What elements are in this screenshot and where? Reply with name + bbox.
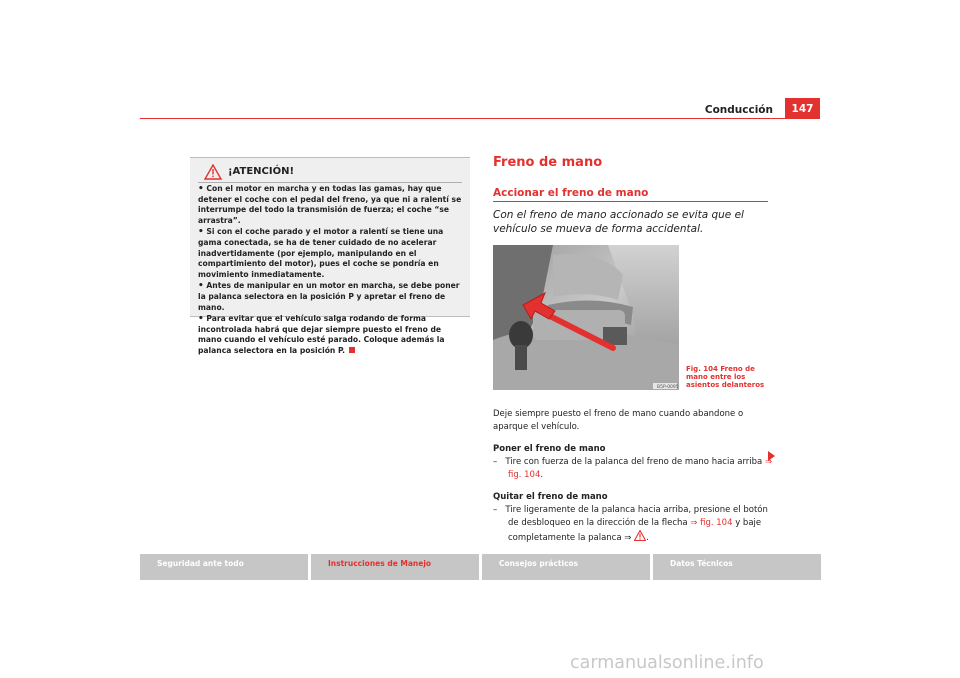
section-end-marker xyxy=(349,347,355,353)
running-header-title: Conducción xyxy=(704,104,773,116)
warning-item: • Antes de manipular en un motor en marcha, se debe poner la palanca selectora en la posición P y apretar el freno de mano. xyxy=(198,281,460,312)
chapter-nav xyxy=(140,554,821,580)
next-page-arrow-icon[interactable] xyxy=(768,451,775,461)
warning-item: • Con el motor en marcha y en todas las gamas, hay que detener el coche con el pedal del freno, ya que ni a ralentí se interrumpe del todo la transmisión de fuerza; el coche “se arrastra”. xyxy=(198,184,462,225)
nav-tab-seguridad[interactable]: Seguridad ante todo xyxy=(140,554,308,580)
warning-item: • Para evitar que el vehículo salga rodando de forma incontrolada habrá que dejar siempre puesto el freno de mano cuando el vehículo esté parado. Coloque además la palanca selectora en la posición P. xyxy=(198,314,445,355)
step-apply-brake: – Tire con fuerza de la palanca del freno de mano hacia arriba ⇒ fig. 104. xyxy=(493,457,773,480)
body-paragraph: Deje siempre puesto el freno de mano cuando abandone o aparque el vehículo. xyxy=(493,409,744,432)
warning-header xyxy=(198,162,462,183)
figure-ref-link[interactable]: ⇒ fig. 104 xyxy=(508,457,773,480)
page-number-badge: 147 xyxy=(785,98,820,118)
warning-triangle-icon xyxy=(204,164,222,180)
watermark-text: carmanualsonline.info xyxy=(570,653,764,673)
subsection-title: Accionar el freno de mano xyxy=(493,187,649,199)
figure-caption: Fig. 104 Freno de mano entre los asientos delanteros xyxy=(686,365,765,389)
figure-code: B5P-0095 xyxy=(657,385,679,390)
warning-title: ¡ATENCIÓN! xyxy=(228,166,295,177)
nav-tab-datos[interactable]: Datos Técnicos xyxy=(653,554,821,580)
step-release-brake: – Tire ligeramente de la palanca hacia arriba, presione el botón de desbloqueo en la dirección de la flecha ⇒ fig. 104 y baje completamente la palanca ⇒ . xyxy=(493,505,768,543)
figure-ref-link[interactable]: ⇒ fig. 104 xyxy=(690,518,733,528)
nav-tab-instrucciones[interactable]: Instrucciones de Manejo xyxy=(311,554,479,580)
warning-item: • Si con el coche parado y el motor a ralentí se tiene una gama conectada, se ha de tener cuidado de no acelerar inadvertidamente (por ejemplo, manipulando en el compartimiento del motor), pues el coche se pondría en movimiento inmediatamente. xyxy=(198,227,444,279)
section-title: Freno de mano xyxy=(493,155,603,170)
nav-tab-consejos[interactable]: Consejos prácticos xyxy=(482,554,650,580)
handbrake-photo xyxy=(493,245,679,390)
warning-ref-icon[interactable] xyxy=(634,530,646,541)
body-text xyxy=(493,408,778,545)
warning-box xyxy=(190,157,470,355)
heading-release-brake: Quitar el freno de mano xyxy=(493,492,608,502)
subsection-rule xyxy=(493,201,768,202)
header-rule xyxy=(140,118,820,119)
heading-apply-brake: Poner el freno de mano xyxy=(493,444,606,454)
intro-text: Con el freno de mano accionado se evita que el vehículo se mueva de forma accidental. xyxy=(493,209,744,235)
warning-list xyxy=(198,184,466,358)
